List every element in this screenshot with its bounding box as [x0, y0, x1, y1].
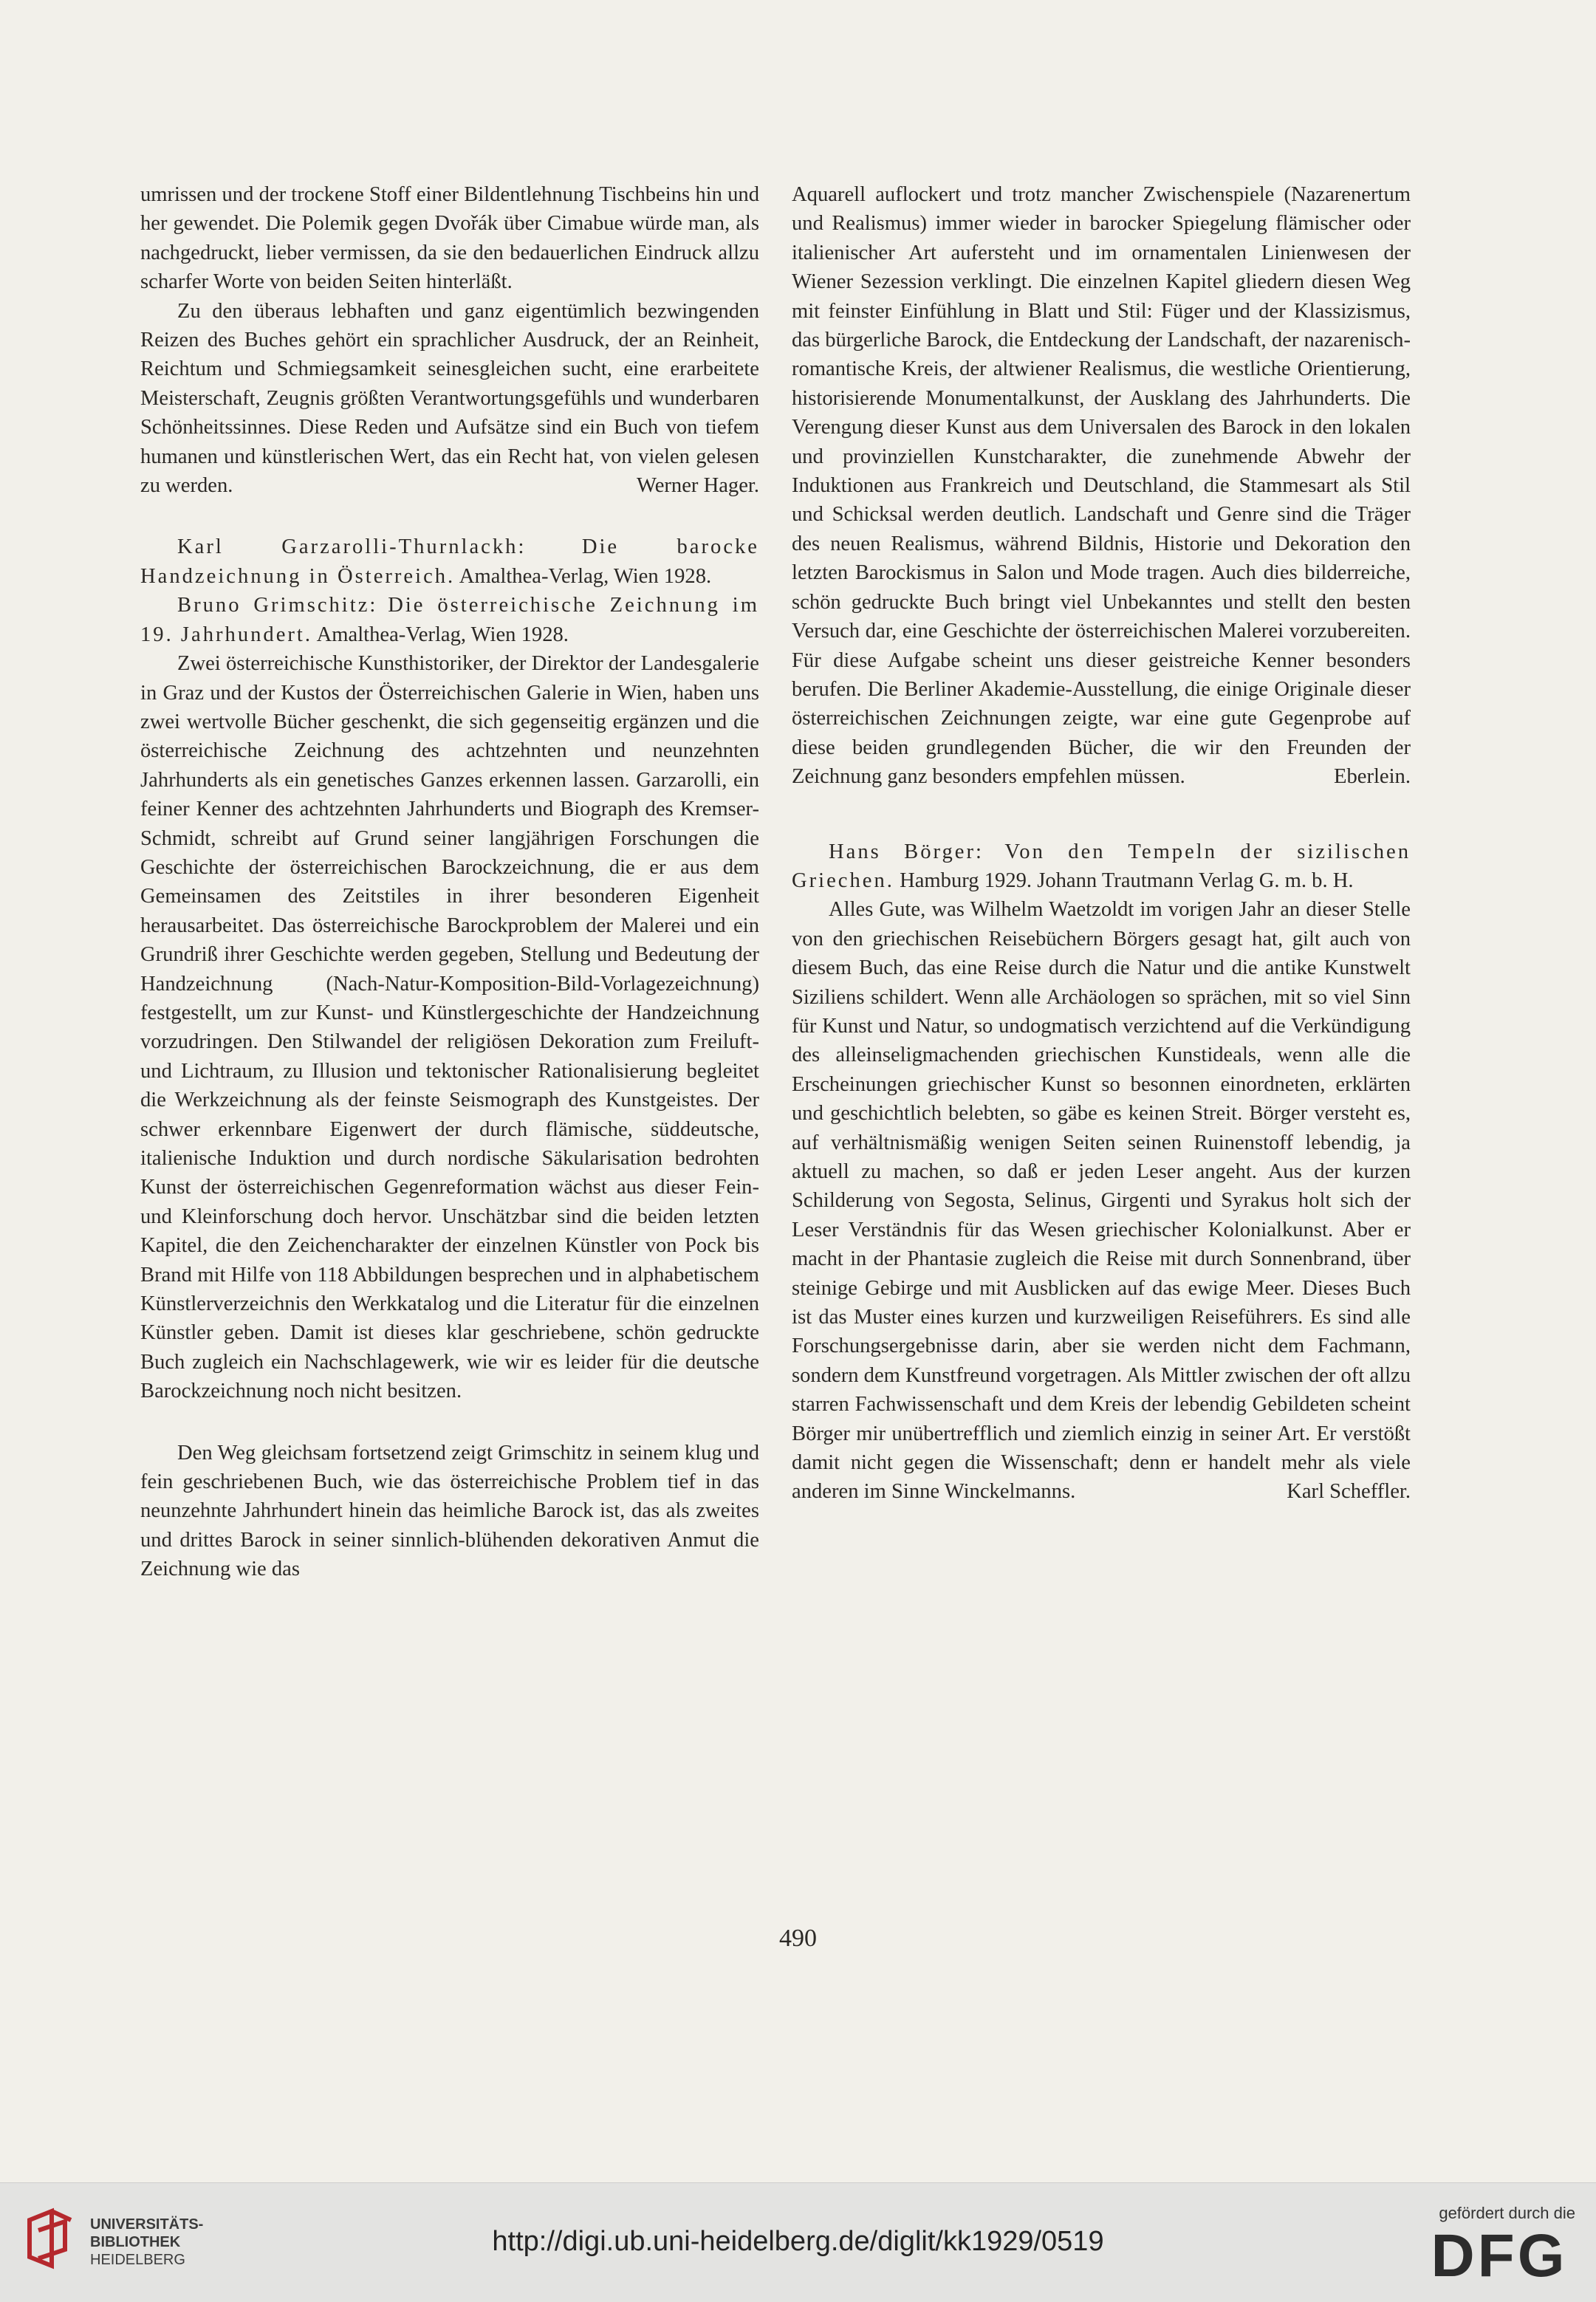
body-paragraph — [140, 649, 759, 1406]
paragraph-text: umrissen und der trockene Stoff einer Bildentlehnung Tischbeins hin und her gewendet. Die Polemik gegen Dvořák über Cimabue würde man, als nachgedruckt, lieber vermissen, da sie den bedauerlichen Eindruck allzu scharfer Worte von beiden Seiten hinterläßt. — [140, 183, 759, 294]
ref-title: Von den Tempeln der sizilischen Griechen. — [792, 840, 1411, 892]
paragraph-text: Zu den überaus lebhaften und ganz eigentümlich bezwingenden Reizen des Buches gehört ein sprachlicher Ausdruck, der an Reinheit, Reichtum und Schmiegsamkeit seinesgleichen sucht, eine erarbeitete Meisterschaft, Zeugnis größten Verantwortungsgefühls und wunderbaren Schönheitssinnes. Diese Reden und Aufsätze sind ein Buch von tiefem humanen und künstlerischen Wert, das ein Recht hat, von vielen gelesen zu werden. — [140, 299, 759, 498]
paragraph-text: Alles Gute, was Wilhelm Waetzoldt im vorigen Jahr an dieser Stelle von den griechischen Reisebüchern Börgers gesagt hat, gilt auch von diesem Buch, das eine Reise durch die Natur und die antike Kunstwelt Siziliens schildert. Wenn alle Archäologen so sprächen, mit so viel Sinn für Kunst und Natur, so undogmatisch verzichtend auf die Verkündigung des alleinseligmachenden griechischen Kunstideals, wenn alle die Erscheinungen griechischer Kunst so besonnen einordneten, erklärten und geschichtlich belebten, so gäbe es keinen Streit. Börger versteht es, auf verhältnismäßig wenigen Seiten seinen Ruinenstoff lebendig, ja aktuell zu machen, so daß er jeden Leser angeht. Aus der kurzen Schilderung von Segosta, Selinus, Girgenti und Syrakus holt sich der Leser Verständnis für das Wesen griechischer Kolonialkunst. Aber er macht in der Phantasie zugleich die Reise mit durch Sonnenbrand, über steinige Gebirge und mit Ausblicken auf das ewige Meer. Dieses Buch ist das Muster eines kurzen und kurzweiligen Reiseführers. Es sind alle Forschungsergebnisse darin, aber sie werden nicht dem Fachmann, sondern dem Kunstfreund vorgetragen. Als Mittler zwischen der oft allzu starren Fachwissenschaft und dem Kreis der lebendig Gebildeten scheint Börger mir unübertrefflich und ziemlich einzig in seiner Art. Er verstößt damit nicht gegen die Wissenschaft; denn er handelt mehr als viele anderen im Sinne Winckelmanns. — [792, 898, 1411, 1504]
paragraph-gap — [140, 500, 759, 532]
paragraph-gap — [140, 1406, 759, 1439]
body-paragraph — [140, 180, 759, 297]
right-column — [792, 180, 1411, 1507]
dfg-logo-icon[interactable] — [1422, 2224, 1577, 2284]
body-paragraph — [140, 297, 759, 501]
library-name-line-2: BIBLIOTHEK — [90, 2234, 181, 2250]
ref-title: Die barocke Handzeichnung in Österreich. — [140, 535, 759, 588]
library-name-line-3: HEIDELBERG — [90, 2252, 185, 2268]
ref-author: Hans Börger: — [829, 840, 984, 863]
ref-publisher: Amalthea-Verlag, Wien 1928. — [459, 564, 712, 588]
page-number: 490 — [779, 1925, 817, 1952]
book-reference — [792, 837, 1411, 896]
ref-author: Karl Garzarolli-Thurnlackh: — [177, 535, 527, 559]
ref-title: Die österreichische Zeichnung im 19. Jahrhundert. — [140, 594, 759, 646]
reviewer-signature: Karl Scheffler. — [1287, 1480, 1411, 1504]
body-paragraph — [140, 1439, 759, 1584]
paragraph-text: Aquarell auflockert und trotz mancher Zwischenspiele (Nazarenertum und Realismus) immer wieder in barocker Spiegelung flämischer oder italienischer Art aufersteht und im ornamentalen Linienwesen der Wiener Sezession verklingt. Die einzelnen Kapitel gliedern diesen Weg mit feinster Einfühlung in Blatt und Stil: Füger und der Klassizismus, das bürgerliche Barock, die Entdeckung der Landschaft, der nazarenisch-romantische Kreis, der altwiener Realismus, die westliche Orientierung, historisierende Monumentalkunst, der Ausklang des Jahrhunderts. Die Verengung dieser Kunst aus dem Universalen des Barock in den lokalen und provinziellen Kunstcharakter, die zunehmende Abwehr der Induktionen aus Frankreich und Deutschland, die Stammesart als Stil und Schicksal werden deutlich. Landschaft und Genre sind die Träger des neuen Realismus, während Bildnis, Historie und Dekoration den letzten Barockismus in Salon und Mode tragen. Auch dies bilderreiche, schön gedruckte Buch bringt viel Unbekanntes und stellt den besten Versuch dar, eine Geschichte der österreichischen Malerei vorzubereiten. Für diese Aufgabe scheint uns dieser geistreiche Kenner besonders berufen. Die Berliner Akademie-Ausstellung, die einige Originale dieser österreichischen Zeichnungen zeigte, war eine gute Gegenprobe auf diese beiden grundlegenden Bücher, die wir den Freunden der Zeichnung ganz besonders empfehlen müssen. — [792, 183, 1411, 789]
paragraph-text: Zwei österreichische Kunsthistoriker, der Direktor der Landesgalerie in Graz und der Kustos der Österreichischen Galerie in Wien, haben uns zwei wertvolle Bücher geschenkt, die sich gegenseitig ergänzen und die österreichische Zeichnung des achtzehnten und neunzehnten Jahrhunderts als ein genetisches Ganzes erkennen lassen. Garzarolli, ein feiner Kenner des achtzehnten Jahrhunderts und Biograph des Kremser-Schmidt, schreibt auf Grund seiner langjährigen Forschungen die Geschichte der österreichischen Barockzeichnung, die er aus dem Gemeinsamen des Zeitstiles in ihrer besonderen Eigenheit herausarbeitet. Das österreichische Barockproblem der Malerei und ein Grundriß ihrer Geschichte werden gegeben, Stellung und Bedeutung der Handzeichnung (Nach-Natur-Komposition-Bild-Vorlagezeichnung) festgestellt, um zur Kunst- und Künstlergeschichte der Handzeichnung vorzudringen. Den Stilwandel der religiösen Dekoration zum Freiluft- und Lichtraum, zu Illusion und tektonischer Rationalisierung begleitet die Werkzeichnung als der feinste Seismograph des Kunstgeistes. Der schwer erkennbare Eigenwert der durch flämische, süddeutsche, italienische Induktion und durch nordische Säkularisation bedrohten Kunst der österreichischen Gegenreformation wächst aus dieser Fein- und Kleinforschung doch hervor. Unschätzbar sind die beiden letzten Kapitel, die den Zeichencharakter der einzelnen Künstler von Pock bis Brand mit Hilfe von 118 Abbildungen besprechen und in alphabetischem Künstlerverzeichnis den Werkkatalog und die Literatur für die einzelnen Künstler geben. Damit ist dieses klar geschriebene, schön gedruckte Buch zugleich ein Nachschlagewerk, wie wir es leider für die deutsche Barockzeichnung noch nicht besitzen. — [140, 652, 759, 1403]
ref-publisher: Hamburg 1929. Johann Trautmann Verlag G. m. b. H. — [900, 869, 1354, 892]
dfg-logo-text: DFG — [1431, 2224, 1568, 2284]
permalink-url[interactable]: http://digi.ub.uni-heidelberg.de/diglit/kk1929/0519 — [492, 2226, 1104, 2257]
book-reference — [140, 591, 759, 649]
reviewer-signature: Eberlein. — [1333, 765, 1411, 789]
section-gap — [792, 792, 1411, 837]
ref-publisher: Amalthea-Verlag, Wien 1928. — [316, 623, 569, 646]
paragraph-text: Den Weg gleichsam fortsetzend zeigt Grimschitz in seinem klug und fein geschriebenen Buch, wie das österreichische Problem tief in das neunzehnte Jahrhundert hinein das heimliche Barock ist, das als zweites und drittes Barock in seiner sinnlich-blühenden dekorativen Anmut die Zeichnung wie das — [140, 1441, 759, 1581]
book-reference — [140, 532, 759, 591]
ref-author: Bruno Grimschitz: — [177, 594, 378, 617]
left-column — [140, 180, 759, 1584]
body-paragraph — [792, 180, 1411, 792]
reviewer-signature: Werner Hager. — [637, 474, 759, 498]
body-paragraph — [792, 895, 1411, 1507]
funded-by-label: gefördert durch die — [1439, 2204, 1575, 2222]
footer-bar — [0, 2182, 1596, 2302]
library-name-line-1: UNIVERSITÄTS- — [90, 2216, 204, 2233]
